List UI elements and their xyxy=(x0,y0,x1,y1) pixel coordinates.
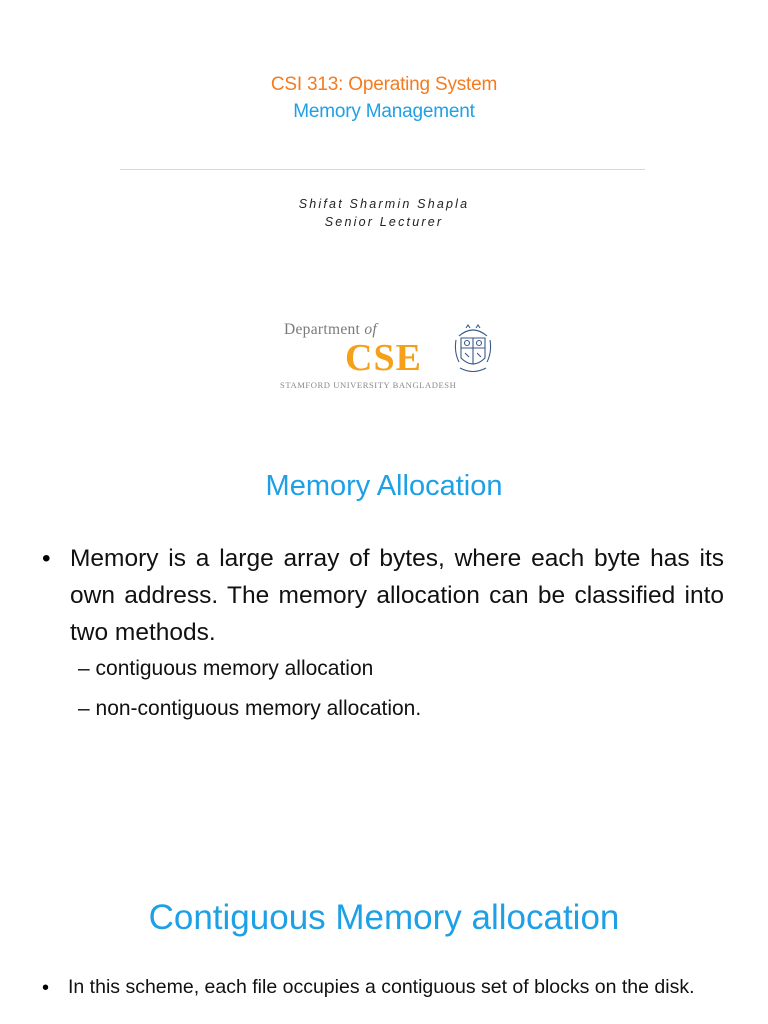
logo-university-text: STAMFORD UNIVERSITY BANGLADESH xyxy=(280,380,457,390)
bullet-dot-icon: • xyxy=(42,545,51,572)
department-logo xyxy=(278,318,496,396)
logo-cse-text: CSE xyxy=(345,337,422,379)
logo-department-word: Department xyxy=(284,321,361,338)
memory-allocation-bullet: Memory is a large array of bytes, where each byte has its own address. The memory allocation can be classified into two methods. xyxy=(70,545,724,646)
contiguous-allocation-bullet: In this scheme, each file occupies a contiguous set of blocks on the disk. xyxy=(68,976,695,998)
author-name: Shifat Sharmin Shapla xyxy=(298,197,470,211)
logo-of-word: of xyxy=(364,321,378,338)
title-divider xyxy=(120,169,645,170)
author-role: Senior Lecturer xyxy=(324,215,444,229)
course-subtitle: Memory Management xyxy=(293,101,475,122)
bullet-dot-icon: • xyxy=(42,977,50,999)
memory-allocation-title: Memory Allocation xyxy=(265,470,503,502)
sub-item-non-contiguous: – non-contiguous memory allocation. xyxy=(78,697,422,720)
course-title: CSI 313: Operating System xyxy=(270,74,498,95)
university-seal-icon xyxy=(452,322,494,378)
sub-item-contiguous: – contiguous memory allocation xyxy=(78,657,374,680)
contiguous-allocation-title: Contiguous Memory allocation xyxy=(148,898,620,937)
